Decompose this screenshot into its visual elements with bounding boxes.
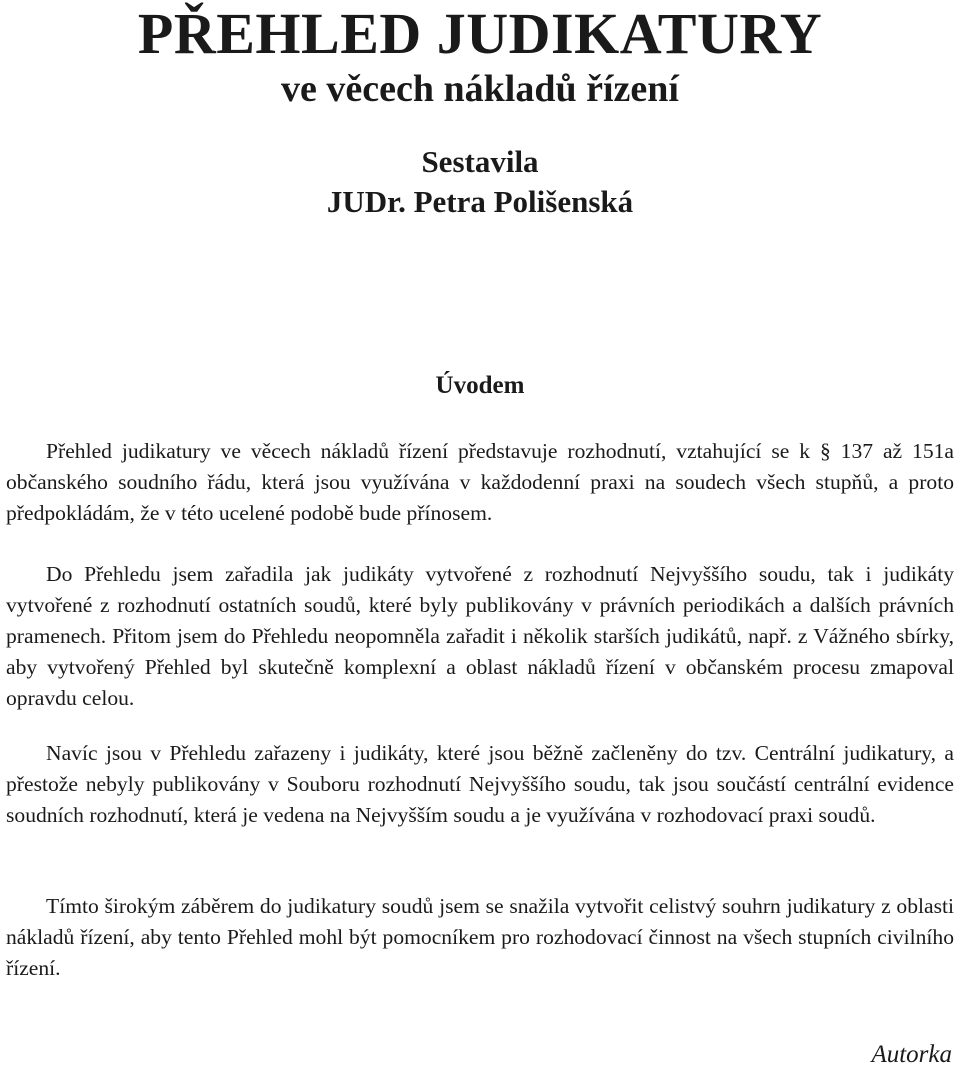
compiler-name: JUDr. Petra Polišenská [326,184,634,219]
document-subtitle: ve věcech nákladů řízení [281,68,679,110]
intro-paragraph-4: Tímto širokým záběrem do judikatury soudů jsem se snažila vytvořit celistvý souhrn judikatury z oblasti nákladů řízení, aby tento Přehled mohl být pomocníkem pro rozhodovací činnost na všech stupních civilního řízení. [6,894,954,980]
section-heading-introduction: Úvodem [435,372,525,399]
compiled-by-label: Sestavila [421,144,539,179]
document-title: PŘEHLED JUDIKATURY [137,1,823,66]
intro-paragraph-1: Přehled judikatury ve věcech nákladů řízení představuje rozhodnutí, vztahující se k § 137 až 151a občanského soudního řádu, která jsou využívána v každodenní praxi na soudech všech stupňů, a proto předpokládám, že v této ucelené podobě bude přínosem. [6,439,954,525]
author-signature: Autorka [871,1041,952,1068]
intro-paragraph-3: Navíc jsou v Přehledu zařazeny i judikáty, které jsou běžně začleněny do tzv. Centrální judikatury, a přestože nebyly publikovány v Souboru rozhodnutí Nejvyššího soudu, tak jsou součástí centrální evidence soudních rozhodnutí, která je vedena na Nejvyšším soudu a je využívána v rozhodovací praxi soudů. [6,741,954,827]
intro-paragraph-2: Do Přehledu jsem zařadila jak judikáty vytvořené z rozhodnutí Nejvyššího soudu, tak i judikáty vytvořené z rozhodnutí ostatních soudů, které byly publikovány v právních periodikách a dalších právních pramenech. Přitom jsem do Přehledu neopomněla zařadit i několik starších judikátů, např. z Vážného sbírky, aby vytvořený Přehled byl skutečně komplexní a oblast nákladů řízení v občanském procesu zmapoval opravdu celou. [6,562,954,710]
